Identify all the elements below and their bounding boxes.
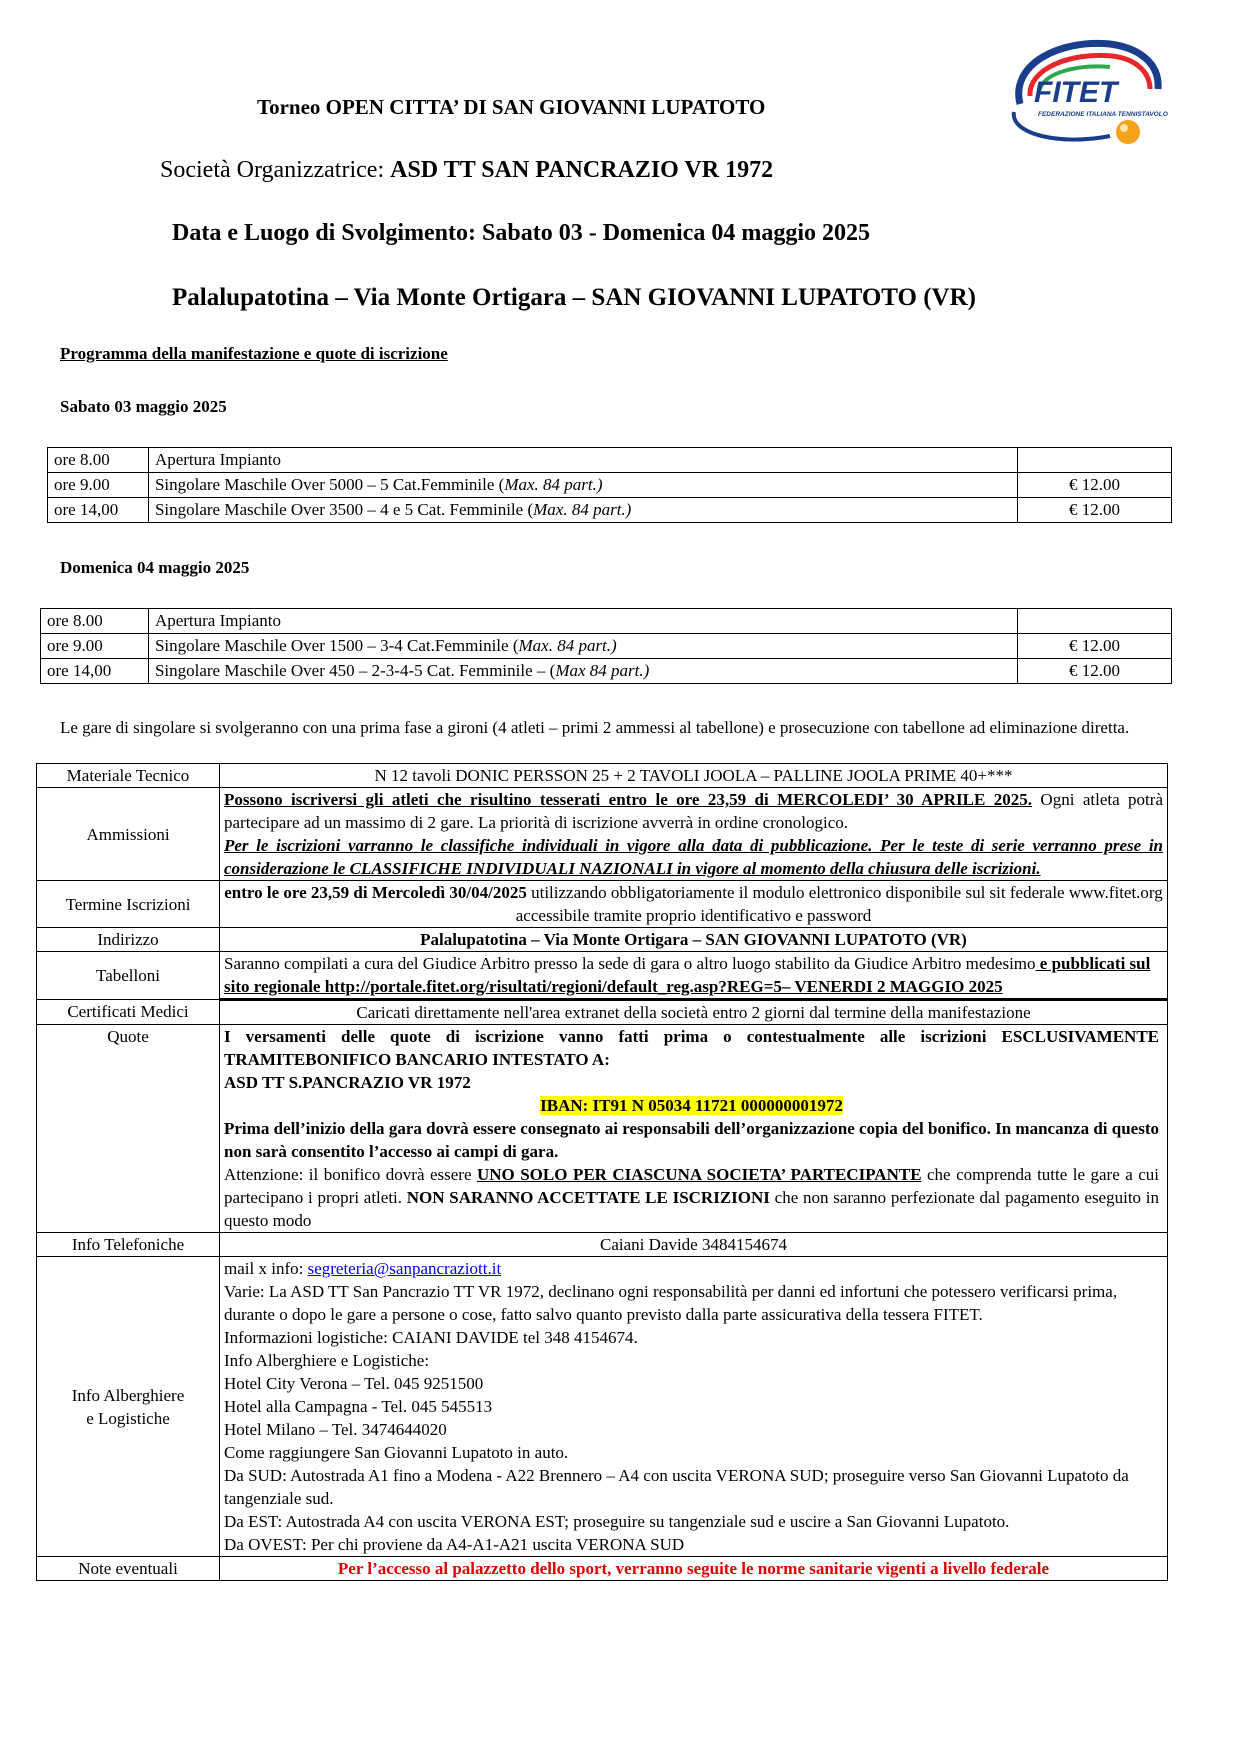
schedule-time: ore 14,00 bbox=[48, 498, 149, 523]
row-materiale bbox=[37, 764, 1168, 788]
schedule-row bbox=[48, 473, 1172, 498]
schedule-time: ore 9.00 bbox=[48, 473, 149, 498]
value-certificati: Caricati direttamente nell'area extranet della società entro 2 giorni dal termine della manifestazione bbox=[220, 1000, 1168, 1025]
label-quote: Quote bbox=[37, 1025, 220, 1233]
schedule-time: ore 8.00 bbox=[48, 448, 149, 473]
info-table bbox=[36, 763, 1168, 1581]
label-indirizzo: Indirizzo bbox=[37, 928, 220, 952]
value-note: Per l’accesso al palazzetto dello sport, verranno seguite le norme sanitarie vigenti a livello federale bbox=[220, 1557, 1168, 1581]
organizer-line bbox=[160, 157, 773, 184]
schedule-event: Singolare Maschile Over 5000 – 5 Cat.Femminile (Max. 84 part.) bbox=[148, 473, 1017, 498]
row-logistica bbox=[37, 1257, 1168, 1557]
iban-highlight: IBAN: IT91 N 05034 11721 000000001972 bbox=[540, 1096, 843, 1115]
schedule-price bbox=[1018, 448, 1172, 473]
schedule-time: ore 9.00 bbox=[41, 634, 149, 659]
schedule-event: Singolare Maschile Over 3500 – 4 e 5 Cat. Femminile (Max. 84 part.) bbox=[148, 498, 1017, 523]
value-tabelloni: Saranno compilati a cura del Giudice Arbitro presso la sede di gara o altro luogo stabilito da Giudice Arbitro medesimo e pubblicati sul sito regionale http://portale.fitet.org/risultati/regioni/default_reg.asp?REG=5– VENERDI 2 MAGGIO 2025 bbox=[220, 952, 1168, 1000]
format-note: Le gare di singolare si svolgeranno con una prima fase a gironi (4 atleti – primi 2 ammessi al tabellone) e prosecuzione con tabellone ad eliminazione diretta. bbox=[60, 718, 1130, 737]
schedule-price: € 12.00 bbox=[1018, 659, 1172, 684]
saturday-heading: Sabato 03 maggio 2025 bbox=[60, 397, 227, 416]
schedule-row bbox=[41, 634, 1172, 659]
tournament-title: Torneo OPEN CITTA’ DI SAN GIOVANNI LUPATOTO bbox=[257, 95, 766, 119]
row-tabelloni bbox=[37, 952, 1168, 1000]
date-place-line: Data e Luogo di Svolgimento: Sabato 03 - Domenica 04 maggio 2025 bbox=[172, 220, 870, 246]
row-note bbox=[37, 1557, 1168, 1581]
value-termine: entro le ore 23,59 di Mercoledì 30/04/2025 utilizzando obbligatoriamente il modulo elettronico disponibile sul sit federale www.fitet.org accessibile tramite proprio identificativo e password bbox=[220, 881, 1168, 928]
schedule-time: ore 8.00 bbox=[41, 609, 149, 634]
fitet-logo bbox=[1000, 34, 1170, 154]
row-termine bbox=[37, 881, 1168, 928]
value-quote: I versamenti delle quote di iscrizione vanno fatti prima o contestualmente alle iscrizioni ESCLUSIVAMENTE TRAMITEBONIFICO BANCARIO INTESTATO A: ASD TT S.PANCRAZIO VR 1972 IBAN: IT91 N 05034 11721 000000001972 Prima dell’inizio della gara dovrà essere consegnato ai responsabili dell’organizzazione copia del bonifico. In mancanza di questo non sarà consentito l’accesso ai campi di gara. Attenzione: il bonifico dovrà essere UNO SOLO PER CIASCUNA SOCIETA’ PARTECIPANTE che comprenda tutte le gare a cui partecipano i propri atleti. NON SARANNO ACCETTATE LE ISCRIZIONI che non saranno perfezionate dal pagamento eseguito in questo modo bbox=[220, 1025, 1168, 1233]
saturday-schedule bbox=[47, 447, 1172, 523]
schedule-price: € 12.00 bbox=[1018, 498, 1172, 523]
value-materiale: N 12 tavoli DONIC PERSSON 25 + 2 TAVOLI JOOLA – PALLINE JOOLA PRIME 40+*** bbox=[220, 764, 1168, 788]
schedule-event: Singolare Maschile Over 450 – 2-3-4-5 Cat. Femminile – (Max 84 part.) bbox=[148, 659, 1017, 684]
schedule-time: ore 14,00 bbox=[41, 659, 149, 684]
label-materiale: Materiale Tecnico bbox=[37, 764, 220, 788]
schedule-price: € 12.00 bbox=[1018, 473, 1172, 498]
sunday-heading: Domenica 04 maggio 2025 bbox=[60, 558, 250, 577]
row-certificati bbox=[37, 1000, 1168, 1025]
label-tabelloni: Tabelloni bbox=[37, 952, 220, 1000]
label-certificati: Certificati Medici bbox=[37, 1000, 220, 1025]
schedule-event: Apertura Impianto bbox=[148, 609, 1017, 634]
svg-text:FEDERAZIONE ITALIANA TENNISTAV: FEDERAZIONE ITALIANA TENNISTAVOLO bbox=[1038, 111, 1168, 118]
value-telefono: Caiani Davide 3484154674 bbox=[220, 1233, 1168, 1257]
row-indirizzo bbox=[37, 928, 1168, 952]
schedule-event: Apertura Impianto bbox=[148, 448, 1017, 473]
label-logistica: Info Alberghiere e Logistiche bbox=[37, 1257, 220, 1557]
organizer-name: ASD TT SAN PANCRAZIO VR 1972 bbox=[390, 157, 774, 183]
sunday-schedule bbox=[40, 608, 1172, 684]
value-ammissioni: Possono iscriversi gli atleti che risultino tesserati entro le ore 23,59 di MERCOLEDI’ 30 APRILE 2025. Ogni atleta potrà partecipare ad un massimo di 2 gare. La priorità di iscrizione avverrà in ordine cronologico. Per le iscrizioni varranno le classifiche individuali in vigore alla data di pubblicazione. Per le teste di serie verranno prese in considerazione le CLASSIFICHE INDIVIDUALI NAZIONALI in vigore al momento della chiusura delle iscrizioni. bbox=[220, 788, 1168, 881]
program-heading: Programma della manifestazione e quote di iscrizione bbox=[60, 344, 448, 363]
schedule-row bbox=[48, 448, 1172, 473]
schedule-price bbox=[1018, 609, 1172, 634]
schedule-event: Singolare Maschile Over 1500 – 3-4 Cat.Femminile (Max. 84 part.) bbox=[148, 634, 1017, 659]
value-indirizzo: Palalupatotina – Via Monte Ortigara – SAN GIOVANNI LUPATOTO (VR) bbox=[220, 928, 1168, 952]
svg-text:FITET: FITET bbox=[1034, 76, 1118, 109]
label-ammissioni: Ammissioni bbox=[37, 788, 220, 881]
schedule-row bbox=[48, 498, 1172, 523]
label-note: Note eventuali bbox=[37, 1557, 220, 1581]
value-logistica: mail x info: segreteria@sanpancraziott.it Varie: La ASD TT San Pancrazio TT VR 1972, declinano ogni responsabilità per danni ed infortuni che potessero verificarsi prima, durante o dopo le gare a persone o cose, fatto salvo quanto previsto dalla parte assicurativa della tessera FITET. Informazioni logistiche: CAIANI DAVIDE tel 348 4154674. Info Alberghiere e Logistiche: Hotel City Verona – Tel. 045 9251500 Hotel alla Campagna - Tel. 045 545513 Hotel Milano – Tel. 3474644020 Come raggiungere San Giovanni Lupatoto in auto. Da SUD: Autostrada A1 fino a Modena - A22 Brennero – A4 con uscita VERONA SUD; proseguire verso San Giovanni Lupatoto da tangenziale sud. Da EST: Autostrada A4 con uscita VERONA EST; proseguire su tangenziale sud e uscire a San Giovanni Lupatoto. Da OVEST: Per chi proviene da A4-A1-A21 uscita VERONA SUD bbox=[220, 1257, 1168, 1557]
row-telefono bbox=[37, 1233, 1168, 1257]
row-ammissioni bbox=[37, 788, 1168, 881]
schedule-price: € 12.00 bbox=[1018, 634, 1172, 659]
row-quote bbox=[37, 1025, 1168, 1233]
label-termine: Termine Iscrizioni bbox=[37, 881, 220, 928]
email-link[interactable]: segreteria@sanpancraziott.it bbox=[307, 1259, 502, 1278]
venue-line: Palalupatotina – Via Monte Ortigara – SAN GIOVANNI LUPATOTO (VR) bbox=[172, 284, 976, 311]
schedule-row bbox=[41, 609, 1172, 634]
label-telefono: Info Telefoniche bbox=[37, 1233, 220, 1257]
organizer-label: Società Organizzatrice: bbox=[160, 157, 391, 183]
schedule-row bbox=[41, 659, 1172, 684]
